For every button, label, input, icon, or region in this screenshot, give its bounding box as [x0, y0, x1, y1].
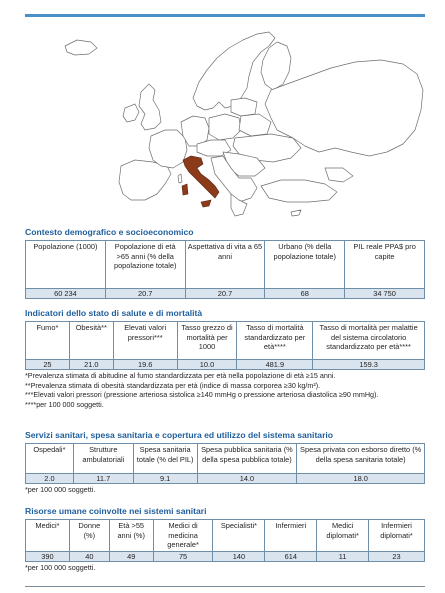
footnote: ***Elevati valori pressori (pressione arteriosa sistolica ≥140 mmHg o pressione arteriosa diastolica ≥90 mmHg). [25, 390, 379, 400]
header-cell: Elevati valori pressori*** [113, 322, 177, 360]
map-country-poland [209, 114, 241, 140]
value-cell: 23 [369, 551, 425, 561]
salute-table [25, 321, 425, 370]
value-cell: 2.0 [26, 474, 74, 484]
header-cell: Donne (%) [69, 520, 109, 552]
footnote: *per 100 000 soggetti. [25, 485, 96, 494]
map-country-turkey [261, 180, 337, 202]
demografico-table [25, 240, 425, 299]
section-title: Indicatori dello stato di salute e di mortalità [25, 308, 203, 318]
value-cell: 18.0 [297, 474, 425, 484]
header-cell: Popolazione di età >65 anni (% della popolazione totale) [105, 241, 185, 289]
header-cell: Età >55 anni (%) [109, 520, 153, 552]
map-country-ireland [123, 104, 139, 122]
header-cell: Spesa sanitaria totale (% del PIL) [133, 444, 197, 474]
section-demografico [25, 227, 425, 299]
value-cell: 49 [109, 551, 153, 561]
value-cell: 34 750 [345, 289, 425, 299]
value-cell: 9.1 [133, 474, 197, 484]
section-risorse [25, 506, 425, 572]
header-cell: Tasso di mortalità per malattie del sistema circolatorio standardizzato per età**** [313, 322, 425, 360]
footnote: **Prevalenza stimata di obesità standardizzata per età (indice di massa corporea ≥30 kg/m²). [25, 380, 321, 390]
header-cell: Specialisti* [213, 520, 265, 552]
header-cell: Infermieri [265, 520, 317, 552]
value-cell: 20.7 [185, 289, 265, 299]
map-island-cyprus [291, 210, 301, 216]
section-servizi [25, 430, 425, 495]
map-country-finland [261, 42, 291, 90]
europe-map [25, 18, 425, 223]
map-island-sardinia [182, 184, 188, 195]
value-cell: 140 [213, 551, 265, 561]
footnote: *Prevalenza stimata di abitudine al fumo standardizzata per età nella popolazione di età ≥15 anni. [25, 371, 336, 380]
value-cell: 25 [26, 360, 70, 370]
map-country-belarus [239, 114, 271, 136]
map-island-corsica [178, 174, 182, 183]
value-cell: 390 [26, 551, 70, 561]
header-cell: Popolazione (1000) [26, 241, 106, 289]
header-cell: Medici diplomati* [317, 520, 369, 552]
value-cell: 10.0 [177, 360, 237, 370]
value-cell: 40 [69, 551, 109, 561]
value-cell: 11.7 [73, 474, 133, 484]
value-cell: 21.0 [69, 360, 113, 370]
footnote: *per 100 000 soggetti. [25, 562, 96, 572]
map-country-baltics [231, 98, 257, 116]
section-salute [25, 308, 425, 409]
value-cell: 75 [153, 551, 213, 561]
value-cell: 159.3 [313, 360, 425, 370]
header-cell: Fumo* [26, 322, 70, 360]
header-cell: PIL reale PPA$ pro capite [345, 241, 425, 289]
value-cell: 614 [265, 551, 317, 561]
header-cell: Medici* [26, 520, 70, 552]
header-cell: Urbano (% della popolazione totale) [265, 241, 345, 289]
header-cell: Medici di medicina generale* [153, 520, 213, 552]
header-cell: Spesa pubblica sanitaria (% della spesa pubblica totale) [197, 444, 297, 474]
map-island-sicily [201, 200, 211, 207]
servizi-table [25, 443, 425, 484]
value-cell: 20.7 [105, 289, 185, 299]
section-title: Risorse umane coinvolte nei sistemi sanitari [25, 506, 207, 516]
map-country-uk [139, 84, 161, 130]
header-cell: Tasso grezzo di mortalità per 1000 [177, 322, 237, 360]
map-country-caucasus [325, 168, 353, 182]
section-title: Servizi sanitari, spesa sanitaria e copertura ed utilizzo del sistema sanitario [25, 430, 334, 440]
value-cell: 14.0 [197, 474, 297, 484]
header-cell: Obesità** [69, 322, 113, 360]
header-cell: Aspettativa di vita a 65 anni [185, 241, 265, 289]
value-cell: 19.6 [113, 360, 177, 370]
value-cell: 68 [265, 289, 345, 299]
section-title: Contesto demografico e socioeconomico [25, 227, 194, 237]
header-cell: Tasso di mortalità standardizzato per età**** [237, 322, 313, 360]
bottom-rule [25, 586, 425, 587]
header-cell: Spesa privata con esborso diretto (% della spesa sanitaria totale) [297, 444, 425, 474]
header-cell: Strutture ambulatoriali [73, 444, 133, 474]
value-cell: 481.9 [237, 360, 313, 370]
footnote: ****per 100 000 soggetti. [25, 399, 104, 409]
top-accent-bar [25, 14, 425, 17]
value-cell: 11 [317, 551, 369, 561]
header-cell: Infermieri diplomati* [369, 520, 425, 552]
header-cell: Ospedali* [26, 444, 74, 474]
value-cell: 60 234 [26, 289, 106, 299]
map-country-iceland [65, 40, 97, 55]
risorse-table [25, 519, 425, 562]
